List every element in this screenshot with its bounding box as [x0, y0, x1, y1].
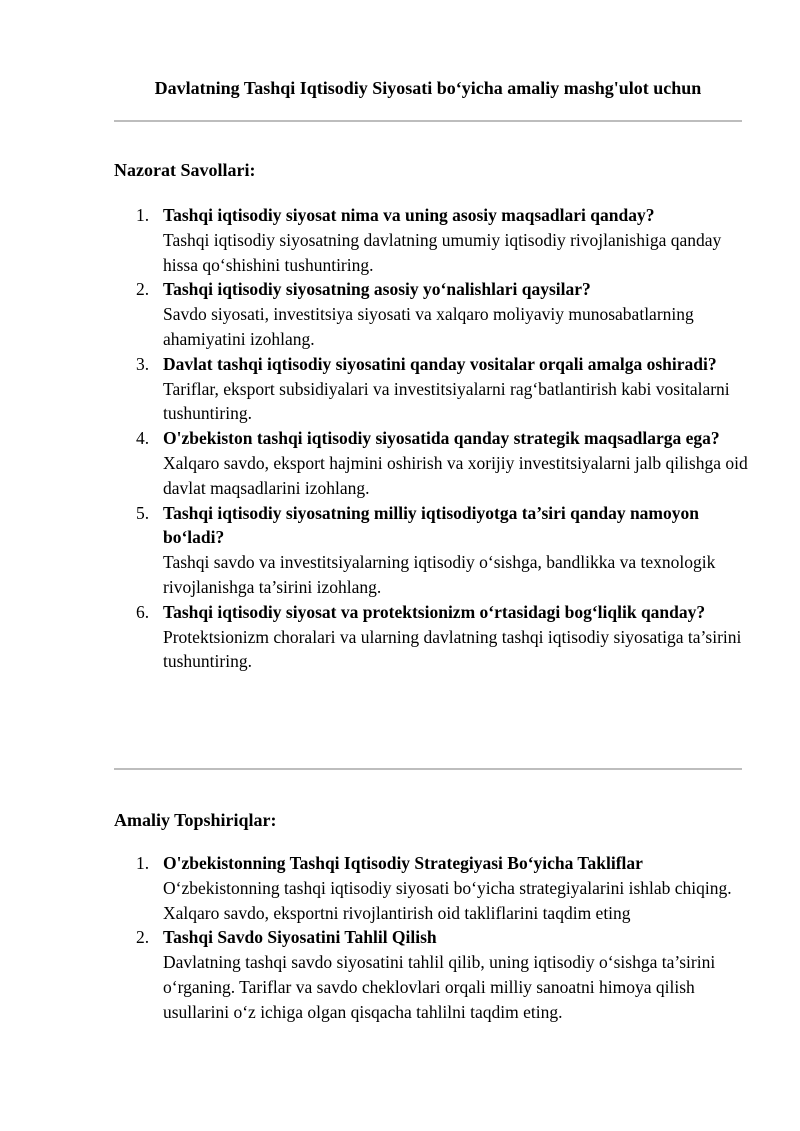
question-title: Tashqi iqtisodiy siyosat va protektsionizm o‘rtasidagi bog‘liqlik qanday? — [163, 601, 706, 622]
list-item-number: 3. — [136, 353, 150, 374]
question-description: Savdo siyosati, investitsiya siyosati va xalqaro moliyaviy munosabatlarning ahamiyatini izohlang. — [163, 304, 694, 349]
section-heading-amaliy: Amaliy Topshiriqlar: — [114, 810, 277, 830]
document-title: Davlatning Tashqi Iqtisodiy Siyosati bo‘yicha amaliy mashg'ulot uchun — [154, 78, 702, 98]
question-title: Davlat tashqi iqtisodiy siyosatini qanday vositalar orqali amalga oshiradi? — [163, 353, 717, 374]
question-title: O'zbekiston tashqi iqtisodiy siyosatida qanday strategik maqsadlarga ega? — [163, 428, 720, 449]
list-item-number: 5. — [136, 502, 150, 523]
list-item — [114, 925, 754, 1024]
horizontal-rule-top — [114, 120, 742, 122]
list-item — [114, 426, 754, 500]
list-item — [114, 277, 754, 351]
nazorat-questions-list — [114, 203, 754, 674]
question-description: Protektsionizm choralari va ularning davlatning tashqi iqtisodiy siyosatiga ta’sirini tushuntiring. — [163, 626, 742, 672]
list-item — [114, 203, 754, 277]
task-title: O'zbekistonning Tashqi Iqtisodiy Strategiyasi Bo‘yicha Takliflar — [163, 853, 643, 873]
question-title: Tashqi iqtisodiy siyosatning asosiy yo‘nalishlari qaysilar? — [163, 279, 591, 300]
task-description: Davlatning tashqi savdo siyosatini tahlil qilib, uning iqtisodiy o‘sishga ta’sirini o‘rganing. Tariflar va savdo cheklovlari orqali milliy sanoatni himoya qilish usullarini o‘z ichiga olgan qisqacha tahlilni taqdim eting. — [163, 952, 716, 1022]
section-heading-nazorat: Nazorat Savollari: — [114, 160, 256, 180]
list-item — [114, 600, 754, 674]
list-item-number: 1. — [136, 853, 150, 873]
list-item — [114, 851, 754, 925]
list-item — [114, 501, 754, 600]
question-description: Tashqi iqtisodiy siyosatning davlatning umumiy iqtisodiy rivojlanishiga qanday hissa qo‘shishini tushuntiring. — [163, 229, 722, 275]
list-item-number: 1. — [136, 205, 150, 225]
list-item-number: 4. — [136, 428, 150, 449]
list-item-number: 6. — [136, 601, 150, 622]
horizontal-rule-middle — [114, 768, 742, 770]
task-description: O‘zbekistonning tashqi iqtisodiy siyosati bo‘yicha strategiyalarini ishlab chiqing. Xalqaro savdo, eksportni rivojlantirish oid takliflarini taqdim eting — [163, 877, 732, 923]
question-title: Tashqi iqtisodiy siyosatning milliy iqtisodiyotga ta’siri qanday namoyon bo‘ladi? — [163, 502, 699, 548]
list-item-number: 2. — [136, 927, 150, 948]
question-title: Tashqi iqtisodiy siyosat nima va uning asosiy maqsadlari qanday? — [163, 205, 655, 225]
list-item-number: 2. — [136, 279, 150, 300]
list-item — [114, 352, 754, 426]
question-description: Tariflar, eksport subsidiyalari va investitsiyalarni rag‘batlantirish kabi vositalarni tushuntiring. — [163, 378, 730, 424]
question-description: Tashqi savdo va investitsiyalarning iqtisodiy o‘sishga, bandlikka va texnologik rivojlanishga ta’sirini izohlang. — [163, 552, 716, 597]
task-title: Tashqi Savdo Siyosatini Tahlil Qilish — [163, 927, 437, 948]
amaliy-tasks-list — [114, 851, 754, 1025]
question-description: Xalqaro savdo, eksport hajmini oshirish va xorijiy investitsiyalarni jalb qilishga oid davlat maqsadlarini izohlang. — [163, 452, 748, 498]
